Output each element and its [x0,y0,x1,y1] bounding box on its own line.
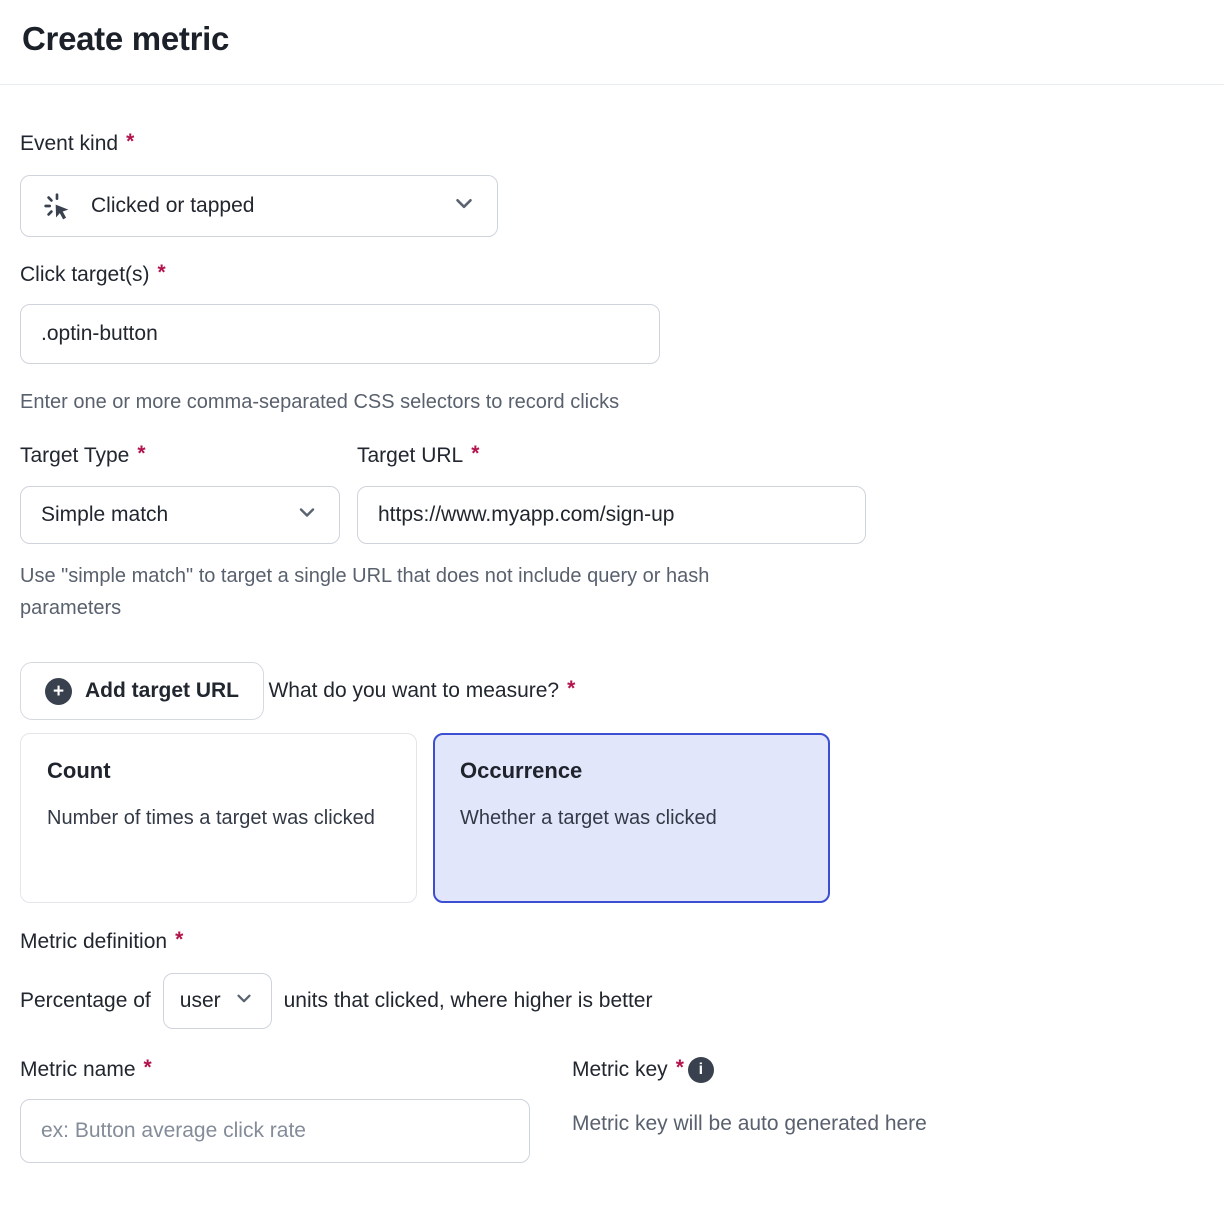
add-target-url-button[interactable]: + Add target URL [20,662,264,720]
measure-option-count[interactable] [20,733,417,903]
required-asterisk: * [471,442,480,465]
metric-definition-label: Metric definition * [20,928,184,953]
required-asterisk: * [126,130,135,153]
click-targets-help: Enter one or more comma-separated CSS selectors to record clicks [20,391,620,413]
page-title: Create metric [22,20,230,57]
target-type-value: Simple match [41,503,169,526]
metric-name-label: Metric name * [20,1056,152,1081]
measure-option-title: Occurrence [460,758,583,783]
measure-option-description: Whether a target was clicked [460,807,717,829]
metric-values-row [20,1099,1204,1163]
required-asterisk: * [175,928,184,951]
page-header [0,0,1224,85]
event-kind-label: Event kind * [20,130,135,155]
unit-value: user [179,989,221,1012]
required-asterisk: * [675,1056,684,1079]
metric-key-auto-text: Metric key will be auto generated here [572,1112,927,1135]
click-targets-input[interactable] [20,304,660,364]
cursor-click-icon [41,190,73,222]
target-url-input[interactable] [357,486,866,544]
chevron-down-icon [451,190,477,222]
measure-option-title: Count [47,758,111,783]
metric-key-label: Metric key * [572,1056,684,1081]
event-kind-select[interactable] [20,175,498,237]
required-asterisk: * [157,261,166,284]
chevron-down-icon [295,500,319,530]
unit-select[interactable] [163,973,272,1029]
target-controls-row [20,486,1204,544]
target-url-help: Use "simple match" to target a single URL that does not include query or hash parameters [20,565,710,619]
measure-option-description: Number of times a target was clicked [47,807,375,829]
measure-options [20,733,1204,903]
info-icon[interactable]: i [688,1057,714,1083]
create-metric-form [0,85,1224,1163]
plus-icon: + [45,678,72,705]
measure-option-occurrence[interactable] [433,733,830,903]
chevron-down-icon [233,987,255,1015]
metric-name-input[interactable] [20,1099,530,1163]
target-type-select[interactable] [20,486,340,544]
target-url-label: Target URL * [357,442,480,467]
metric-labels-row [20,1057,1204,1083]
metric-definition-row [20,973,1204,1029]
required-asterisk: * [143,1056,152,1079]
measure-label: What do you want to measure? * [268,676,576,702]
definition-prefix: Percentage of [20,989,151,1012]
event-kind-value: Clicked or tapped [91,194,255,217]
target-labels-row [20,443,1204,469]
required-asterisk: * [137,442,146,465]
click-targets-label: Click target(s) * [20,261,166,286]
target-type-label: Target Type * [20,442,146,467]
definition-suffix: units that clicked, where higher is better [283,989,653,1012]
required-asterisk: * [567,676,576,700]
